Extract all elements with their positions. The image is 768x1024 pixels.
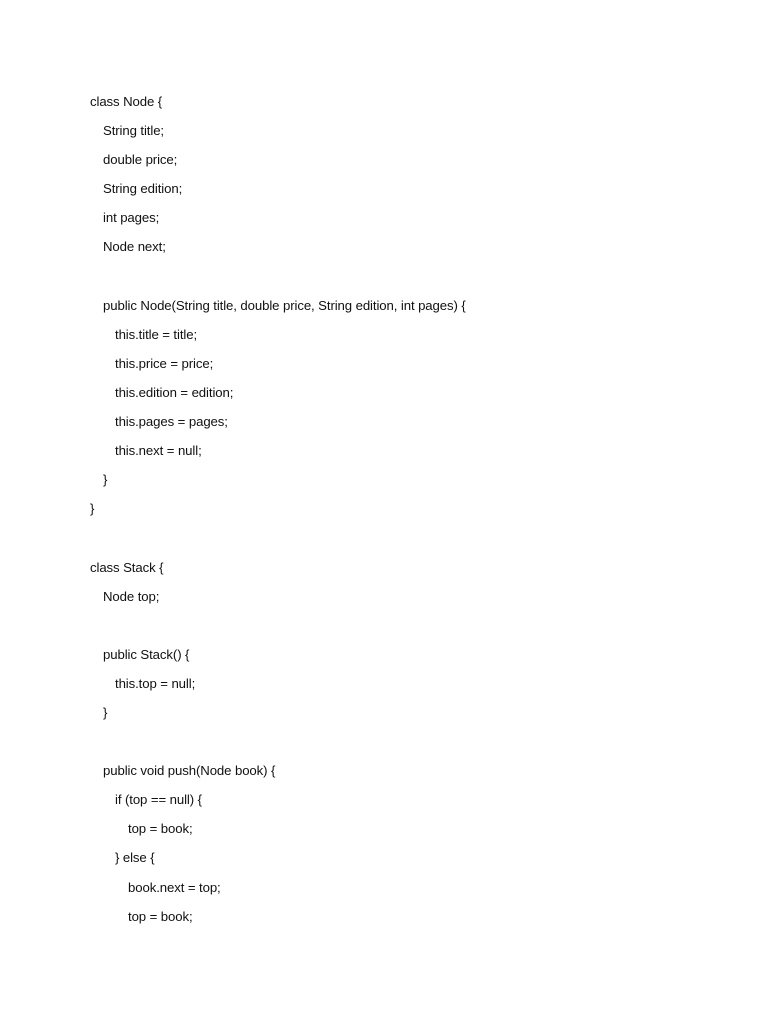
code-line: this.top = null; [115,675,196,691]
code-line: Node next; [103,239,166,255]
code-line: this.price = price; [115,355,214,371]
code-line: String title; [103,123,164,139]
code-line: top = book; [128,821,193,837]
code-line: class Node { [90,94,163,109]
code-block [90,91,730,935]
code-line: public void push(Node book) { [103,763,276,779]
code-line: if (top == null) { [115,792,202,808]
blank-line [90,266,730,295]
code-line: book.next = top; [128,879,221,895]
code-line: public Stack() { [103,646,190,662]
code-line: String edition; [103,181,183,197]
code-line: int pages; [103,210,160,226]
code-line: class Stack { [90,559,164,575]
blank-line [90,731,730,760]
code-line: Node top; [103,588,160,604]
code-line: } [90,501,95,517]
code-line: this.title = title; [115,326,198,342]
code-line: this.next = null; [115,443,202,459]
blank-line [90,527,730,556]
code-line: this.pages = pages; [115,414,228,430]
code-line: } [103,704,108,720]
code-line: this.edition = edition; [115,384,234,400]
code-line: } [103,472,108,488]
code-line: double price; [103,152,178,168]
code-line: top = book; [128,908,193,924]
code-line: } else { [115,850,155,866]
blank-line [90,615,730,644]
code-line: public Node(String title, double price, String edition, int pages) { [103,297,466,313]
